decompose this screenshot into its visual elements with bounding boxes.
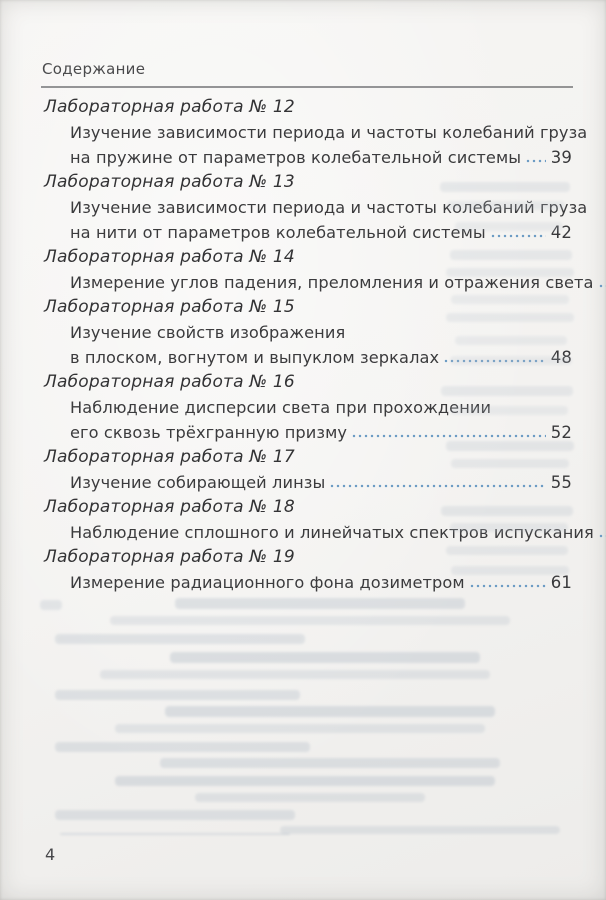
- bleed-through-mark: [195, 793, 425, 802]
- toc-entry: [44, 445, 572, 495]
- toc-entry-lastline: [44, 345, 572, 370]
- dot-leader: [525, 145, 546, 170]
- bleed-through-mark: [165, 706, 495, 717]
- toc-entry-title: Лабораторная работа № 13: [44, 172, 295, 192]
- toc-entry: [44, 170, 588, 245]
- toc-entry: [44, 295, 572, 370]
- bleed-through-mark: [55, 690, 300, 700]
- toc-entry-title: Лабораторная работа № 12: [44, 97, 295, 117]
- toc-entry-text: в плоском, вогнутом и выпуклом зеркалах: [70, 348, 440, 367]
- dot-leader: [490, 220, 546, 245]
- toc-entry-title: Лабораторная работа № 19: [44, 547, 295, 567]
- bleed-through-mark: [55, 742, 310, 752]
- bleed-through-mark: [160, 758, 500, 768]
- toc-page-number: 55: [550, 473, 572, 492]
- header-rule: [41, 86, 573, 88]
- bleed-through-mark: [115, 724, 485, 733]
- toc-page-number: 52: [550, 423, 572, 442]
- toc-entry-text: его сквозь трёхгранную призму: [70, 423, 348, 442]
- toc-entry-lastline: [44, 520, 594, 545]
- dot-leader: [598, 270, 606, 295]
- toc-entry-text: на нити от параметров колебательной системы: [70, 223, 486, 242]
- bleed-through-mark: [100, 670, 490, 679]
- page-number: 4: [45, 845, 56, 864]
- toc-entry-title: Лабораторная работа № 18: [44, 497, 295, 517]
- dot-leader: [469, 570, 546, 595]
- toc-page-number: 48: [550, 348, 572, 367]
- toc-entry-title: Лабораторная работа № 15: [44, 297, 295, 317]
- toc-entry-lastline: [44, 420, 572, 445]
- toc-entry-title: Лабораторная работа № 16: [44, 372, 295, 392]
- toc-entry-text: Изучение зависимости периода и частоты колебаний груза: [70, 198, 588, 217]
- bleed-through-mark: [115, 776, 495, 786]
- toc-page-number: 61: [550, 573, 572, 592]
- toc-entry: [44, 545, 572, 595]
- bleed-through-mark: [175, 598, 465, 609]
- toc-entry-text: Наблюдение сплошного и линейчатых спектров испускания: [70, 523, 594, 542]
- toc-entry: [44, 370, 572, 445]
- toc-entry-text: Измерение углов падения, преломления и отражения света: [70, 273, 594, 292]
- toc-entry: [44, 495, 594, 545]
- bleed-through-mark: [55, 810, 295, 820]
- dot-leader: [443, 345, 546, 370]
- bleed-through-mark: [170, 652, 480, 663]
- bleed-through-mark: [60, 833, 290, 835]
- toc-entry-text: Изучение собирающей линзы: [70, 473, 326, 492]
- toc-entry-lastline: [44, 270, 594, 295]
- toc-entry-title: Лабораторная работа № 14: [44, 247, 295, 267]
- dot-leader: [329, 470, 545, 495]
- dot-leader: [598, 520, 606, 545]
- toc-entry-lastline: [44, 220, 572, 245]
- table-of-contents: [44, 95, 594, 595]
- toc-entry-lastline: [44, 570, 572, 595]
- toc-entry-title: Лабораторная работа № 17: [44, 447, 295, 467]
- bleed-through-mark: [55, 634, 305, 644]
- bleed-through-mark: [40, 600, 62, 610]
- contents-heading: Содержание: [42, 60, 146, 78]
- toc-entry-lastline: [44, 470, 572, 495]
- toc-entry-text: Наблюдение дисперсии света при прохождении: [70, 398, 492, 417]
- toc-entry-lastline: [44, 145, 572, 170]
- dot-leader: [351, 420, 546, 445]
- toc-page-number: 42: [550, 223, 572, 242]
- bleed-through-mark: [110, 616, 510, 625]
- toc-entry-text: Изучение зависимости периода и частоты колебаний груза: [70, 123, 588, 142]
- toc-entry-text: Измерение радиационного фона дозиметром: [70, 573, 465, 592]
- toc-entry: [44, 245, 594, 295]
- toc-page-number: 39: [550, 148, 572, 167]
- toc-entry-text: Изучение свойств изображения: [70, 323, 346, 342]
- toc-entry-text: на пружине от параметров колебательной системы: [70, 148, 522, 167]
- toc-entry: [44, 95, 588, 170]
- bleed-through-mark: [280, 826, 560, 834]
